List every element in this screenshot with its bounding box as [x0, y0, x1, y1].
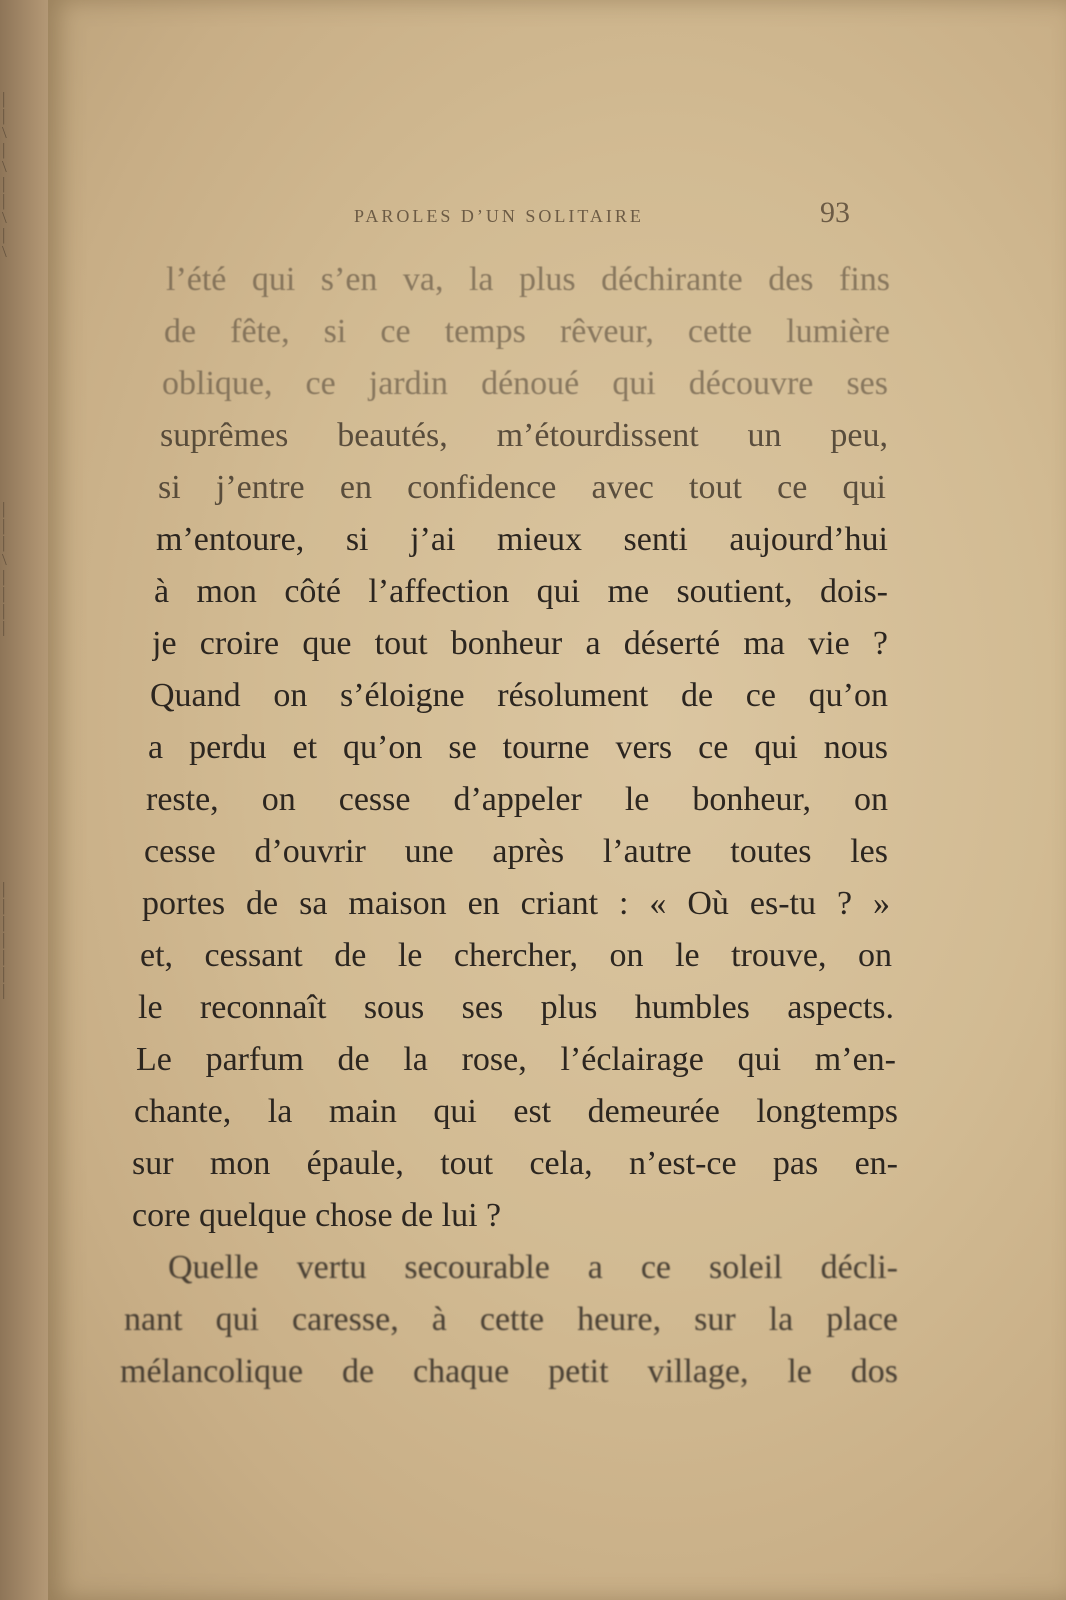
page-edge-marks: | | \ | \ | | \ | \	[2, 90, 7, 260]
body-text	[120, 254, 898, 1398]
text-line: et, cessant de le chercher, on le trouve, on	[140, 937, 892, 974]
page-edge-marks: | | | \ | | | |	[2, 500, 7, 636]
text-line: sur mon épaule, tout cela, n’est-ce pas en-	[132, 1145, 898, 1182]
text-line: core quelque chose de lui ?	[132, 1197, 502, 1234]
text-line: mélancolique de chaque petit village, le dos	[120, 1353, 898, 1390]
page-number: 93	[820, 196, 850, 229]
text-line: Quand on s’éloigne résolument de ce qu’on	[150, 677, 888, 714]
text-line: nant qui caresse, à cette heure, sur la place	[124, 1301, 898, 1338]
text-line: a perdu et qu’on se tourne vers ce qui nous	[148, 729, 888, 766]
text-line: portes de sa maison en criant : « Où es-tu ? »	[142, 885, 890, 922]
text-line: à mon côté l’affection qui me soutient, dois-	[154, 573, 888, 610]
text-line: si j’entre en confidence avec tout ce qui	[158, 469, 886, 506]
text-line: l’été qui s’en va, la plus déchirante des fins	[166, 261, 890, 298]
text-line: le reconnaît sous ses plus humbles aspects.	[138, 989, 894, 1026]
text-line: Le parfum de la rose, l’éclairage qui m’en-	[136, 1041, 896, 1078]
page-header	[250, 198, 870, 238]
page-edge-marks: | | | | | | |	[2, 880, 6, 999]
text-line: je croire que tout bonheur a déserté ma vie ?	[152, 625, 888, 662]
running-head: PAROLES D’UN SOLITAIRE	[354, 206, 644, 226]
text-line: oblique, ce jardin dénoué qui découvre ses	[162, 365, 888, 402]
text-line: de fête, si ce temps rêveur, cette lumière	[164, 313, 890, 350]
text-line: m’entoure, si j’ai mieux senti aujourd’hui	[156, 521, 888, 558]
text-line: cesse d’ouvrir une après l’autre toutes les	[144, 833, 888, 870]
text-line: suprêmes beautés, m’étourdissent un peu,	[160, 417, 888, 454]
text-line: reste, on cesse d’appeler le bonheur, on	[146, 781, 888, 818]
text-line: Quelle vertu secourable a ce soleil décli-	[168, 1249, 898, 1286]
text-line: chante, la main qui est demeurée longtemps	[134, 1093, 898, 1130]
